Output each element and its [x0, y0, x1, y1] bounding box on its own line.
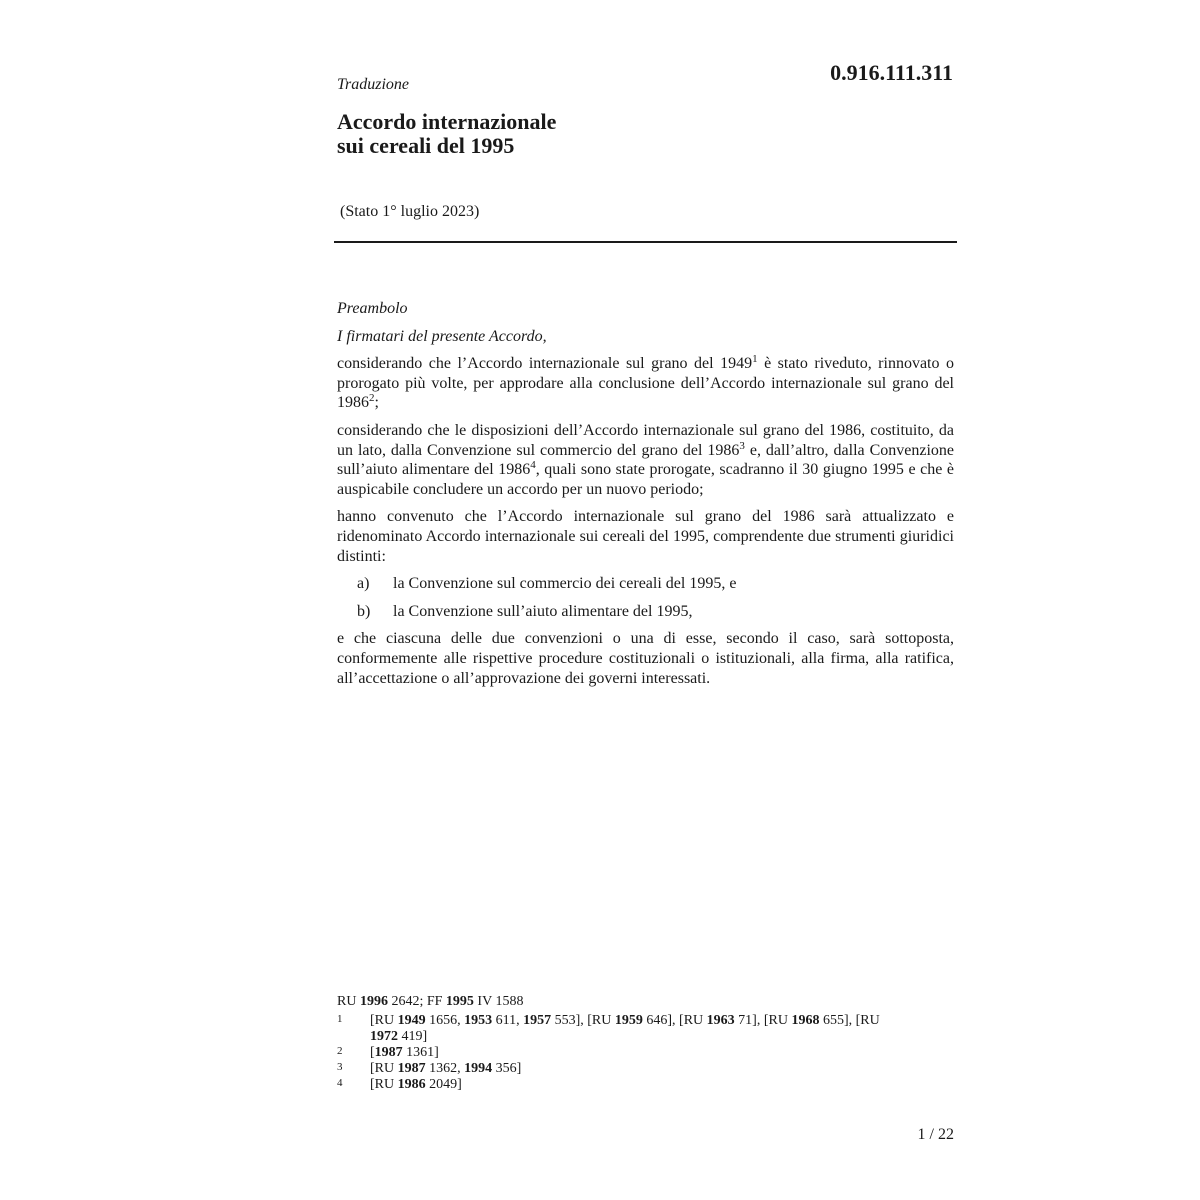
footnote-ref-4[interactable]: 4	[530, 459, 536, 472]
title-line-1: Accordo internazionale	[337, 109, 557, 134]
footnote-number: 2	[337, 1045, 343, 1057]
footnote-3	[337, 1061, 954, 1077]
paragraph-1	[337, 354, 954, 413]
footnote-2	[337, 1045, 954, 1061]
footnote-ref-1[interactable]: 1	[752, 353, 758, 366]
paragraph-4: e che ciascuna delle due convenzioni o una di esse, secondo il caso, sarà sottoposta, conformemente alle rispettive procedure costituzionali o istituzionali, alla firma, alla ratifica, all’accettazione o all’approvazione dei governi interessati.	[337, 630, 954, 687]
footnote-number: 4	[337, 1077, 343, 1089]
footnote-ref-2[interactable]: 2	[369, 392, 375, 405]
source-text: RU	[337, 994, 360, 1009]
source-reference	[337, 994, 954, 1010]
paragraph-2-text-b: e, dall’altro, dalla Convenzione sull’aiuto alimentare del 1986	[337, 441, 954, 479]
footnote-number: 1	[337, 1013, 343, 1025]
title-line-2: sui cereali del 1995	[337, 133, 515, 158]
paragraph-1-text-b: è stato riveduto, rinnovato o prorogato più volte, per approdare alla conclusione dell’Accordo internazionale sul grano del 1986	[337, 355, 954, 412]
paragraph-2-text-c: , quali sono state prorogate, scadranno il 30 giugno 1995 e che è auspicabile concludere un accordo per un nuovo periodo;	[337, 461, 955, 498]
source-year: 1995	[445, 994, 474, 1009]
footnote-text: [RU 1987 1362, 1994 356]	[370, 1061, 522, 1076]
document-title	[337, 110, 757, 158]
list-item-text: la Convenzione sull’aiuto alimentare del 1995,	[393, 602, 693, 620]
footnote-text: [RU 1949 1656, 1953 611, 1957 553], [RU 1959 646], [RU 1963 71], [RU 1968 655], [RU 1972 419]	[370, 1013, 880, 1044]
paragraph-3: hanno convenuto che l’Accordo internazionale sul grano del 1986 sarà attualizzato e ridenominato Accordo internazionale sui cereali del 1995, comprendente due strumenti giuridici distinti:	[337, 508, 954, 565]
footnote-text: [1987 1361]	[370, 1045, 439, 1060]
paragraph-2	[337, 421, 954, 499]
list-item	[337, 574, 954, 594]
source-year: 1996	[359, 994, 388, 1009]
footnote-ref-3[interactable]: 3	[739, 439, 745, 452]
list-marker: b)	[357, 602, 371, 620]
paragraph-1-text-a: considerando che l’Accordo internazionale sul grano del 1949	[337, 355, 753, 373]
source-text: 2642; FF	[387, 994, 446, 1009]
footnotes-block	[337, 994, 954, 1093]
list-item-text: la Convenzione sul commercio dei cereali del 1995, e	[393, 575, 737, 593]
list-item	[337, 602, 954, 622]
preamble-heading: Preambolo	[337, 300, 408, 317]
document-body	[337, 299, 954, 696]
source-text: IV 1588	[473, 994, 524, 1009]
translation-label: Traduzione	[337, 76, 410, 93]
status-date: (Stato 1° luglio 2023)	[340, 203, 480, 220]
footnote-1	[337, 1013, 954, 1045]
footnote-text: [RU 1986 2049]	[370, 1077, 462, 1092]
footnote-number: 3	[337, 1061, 343, 1073]
paragraph-1-text-c: ;	[374, 394, 379, 412]
footnote-4	[337, 1077, 954, 1093]
sr-number: 0.916.111.311	[830, 60, 953, 85]
list-marker: a)	[357, 575, 370, 593]
paragraph-2-text-a: considerando che le disposizioni dell’Accordo internazionale sul grano del 1986, costituito, da un lato, dalla Convenzione sul commercio del grano del 1986	[337, 421, 954, 459]
signatories-line: I firmatari del presente Accordo,	[337, 327, 547, 345]
header-divider	[334, 241, 957, 243]
page-number: 1 / 22	[917, 1126, 954, 1143]
